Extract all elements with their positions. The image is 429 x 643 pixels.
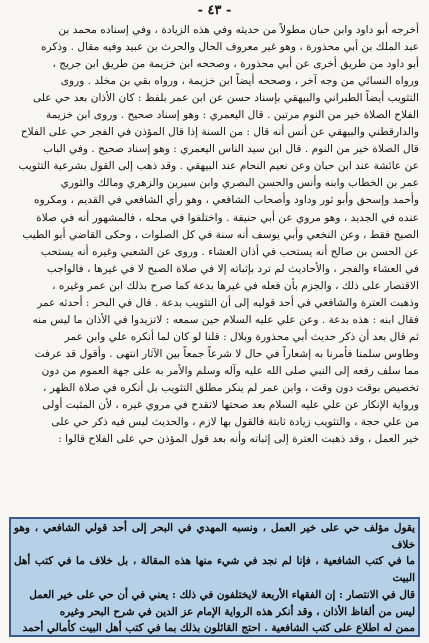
text-line: التثويب أيضاً الطبراني والبيهقي بإسناد حسن عن ابن عمر بلفظ : كان الأذان بعد حي على (32, 92, 419, 105)
text-line: عن الحسن بن صالح أنه يستحب في أذان العشاء . وروى عن الشعبي وغيره أنه يستحب (40, 245, 419, 258)
body-text (10, 22, 419, 448)
text-line: من علي حجة ، والتثويب زيادة ثابتة فالقول بها لازم ، والحديث ليس فيه ذكر حي على (51, 416, 419, 429)
page-number: - ٤٣ - (197, 3, 232, 18)
text-line: عن عائشة عند ابن حبان وعن نعيم النحام عند البيهقي . وقد ذهب إلى القول بشرعية التثويب (18, 160, 419, 173)
text-line: خير العمل ، وقد ذهبت العترة إلى إثباته وأنه بعد قول المؤذن حي على الفلاح قالوا : (58, 433, 419, 446)
highlighted-line: يقول مؤلف حي على خير العمل ، ونسبه المهدي في البحر إلى أحد قولي الشافعي ، وهو خلاف (14, 522, 415, 551)
highlighted-line: قال في الانتصار : إن الفقهاء الأربعة لايختلفون في ذلك : يعني في أن حي على خير العمل (29, 588, 415, 601)
highlighted-line: ممن له اطلاع على كتب الشافعية . احتج القائلون بذلك بما في كتب أهل البيت كأمالي أحمد (22, 622, 415, 635)
text-line: في العشاء والفجر ، والأحاديث لم ترد بإثباته إلا في صلاة الصبح لا في غيرها ، فالواجب (46, 262, 419, 275)
text-line: الصبح فقط ، وعن النخعي وأبي يوسف أنه سنة في كل الصلوات ، وحكى القاضي أبو الطيب (22, 228, 419, 241)
highlighted-passage (14, 520, 415, 637)
text-line: وأحمد وإسحق وأبو ثور وداود وأصحاب الشافعي ، وهو رأي الشافعي في القديم ، ومكروه (34, 194, 419, 207)
text-line: ورواه النسائي من وجه آخر ، وصححه أيضاً ابن خزيمة ، ورواه بقي بن مخلد . وروى (60, 75, 419, 88)
text-line: عمر بن الخطاب وابنه وأنس والحسن البصري وابن سيرين والزهري ومالك والثوري (60, 177, 419, 190)
text-line: أبو داود من طريق أخرى عن أبي محذورة ، وصححه ابن خزيمة من طريق ابن جريج ، (52, 58, 419, 71)
text-line: الاقتصار على ذلك ، والجزم بأن فعله في غيرها بدعة كما صرح بذلك ابن عمر وغيره ، (52, 279, 419, 292)
text-line: مما سلف رفعه إلى النبي صلى الله عليه وآله وسلم والأمر به على جهة العموم من دون (41, 364, 419, 377)
highlighted-line: ليس من ألفاظ الأذان ، وقد أنكر هذه الرواية الإمام عز الدين في شرح البحر وغيره (59, 605, 415, 618)
text-line: فقال ابنه : هذه بدعة . وعن علي عليه السلام حين سمعه : لاتزيدوا في الأذان ما ليس منه (32, 313, 419, 326)
text-line: عبد الملك بن أبي محذورة ، وهو غير معروف الحال والحرث بن عبيد وفيه مقال . وذكره (40, 41, 419, 54)
text-line: قال الصلاة خير من النوم . قال ابن سيد الناس اليعمري : وهو إسناد صحيح . وفي الباب (43, 143, 419, 156)
highlighted-line: ما في كتب الشافعية ، فإنا لم نجد في شيء منها هذه المقالة ، بل خلاف ما في كتب أهل البيت (14, 555, 415, 585)
text-line: عنده في الجديد ، وهو مروي عن أبي حنيفة . واختلفوا في محله ، فالمشهور أنه في صلاة (36, 211, 419, 224)
text-line: وذهبت العترة والشافعي في أحد قوليه إلى أن التثويب بدعة . قال في البحر : أحدثه عمر (37, 296, 419, 309)
text-line: الفلاح الصلاة خير من النوم مرتين . قال اليعمري : وهو إسناد صحيح . وروى ابن خزيمة (45, 109, 419, 122)
text-line: أخرجه أبو داود وابن حبان مطولاً من حديثه وفي هذه الزيادة ، وفي إسناده محمد بن (58, 24, 419, 36)
text-line: ثم قال بعد أن ذكر حديث أبي محذورة وبلال : قلنا لو كان لما أنكره علي وابن عمر (64, 330, 419, 343)
text-line: وطاوس سلمنا فأمرنا به إشعاراً في حال لا شرعاً جمعاً بين الآثار انتهى . وأقول قد عرفت (34, 347, 419, 360)
text-line: تخصيص بوقت دون وقت ، وابن عمر لم ينكر مطلق التثويب بل أنكره في صلاة الظهر ، (43, 381, 419, 394)
text-line: ورواية الإنكار عن علي عليه السلام بعد صحتها لاتقدح في مروي غيره ، لأن المثبت أولى (42, 399, 419, 412)
text-line: والدارقطني والبيهقي عن أنس أنه قال : من السنة إذا قال المؤذن في الفجر حي على الفلاح (20, 126, 419, 139)
